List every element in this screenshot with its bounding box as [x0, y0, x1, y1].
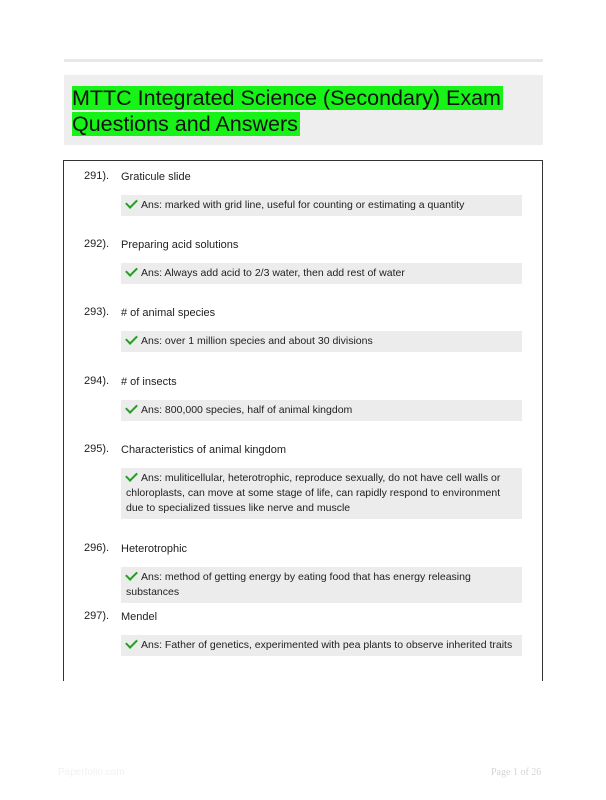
check-icon [125, 332, 138, 345]
check-icon [125, 196, 138, 209]
footer-watermark: Paperfolio.com [58, 767, 125, 778]
question-text: Graticule slide [121, 171, 191, 183]
top-divider [64, 59, 543, 62]
answer-text: Ans: marked with grid line, useful for counting or estimating a quantity [141, 199, 465, 211]
answer-box [121, 263, 522, 284]
check-icon [125, 568, 138, 581]
answer-box [121, 635, 522, 656]
question-number: 297). [84, 610, 110, 622]
question-text: # of insects [121, 376, 177, 388]
question-text: Preparing acid solutions [121, 239, 239, 251]
question-text: Heterotrophic [121, 543, 188, 555]
page-number: Page 1 of 26 [491, 767, 542, 778]
answer-box [121, 567, 522, 603]
answer-text: Ans: over 1 million species and about 30 divisions [141, 335, 373, 347]
check-icon [125, 469, 138, 482]
answer-text: Ans: method of getting energy by eating food that has energy releasing substances [126, 571, 471, 598]
question-number: 294). [84, 375, 110, 387]
check-icon [125, 401, 138, 414]
qa-frame [63, 160, 543, 681]
check-icon [125, 636, 138, 649]
answer-box [121, 400, 522, 421]
question-text: # of animal species [121, 307, 216, 319]
answer-text: Ans: muliticellular, heterotrophic, reproduce sexually, do not have cell walls or chloroplasts, can move at some stage of life, can rapidly respond to environment due to specialized tissues like nerve and muscle [126, 472, 501, 514]
answer-box [121, 468, 522, 519]
answer-box [121, 331, 522, 352]
question-text: Characteristics of animal kingdom [121, 444, 287, 456]
check-icon [125, 264, 138, 277]
answer-text: Ans: Father of genetics, experimented with pea plants to observe inherited traits [141, 639, 513, 651]
question-number: 295). [84, 443, 110, 455]
question-number: 293). [84, 306, 110, 318]
answer-box [121, 195, 522, 216]
page-title [72, 85, 512, 137]
title-box [64, 75, 543, 145]
question-number: 291). [84, 170, 110, 182]
question-number: 292). [84, 238, 110, 250]
question-text: Mendel [121, 611, 158, 623]
answer-text: Ans: 800,000 species, half of animal kingdom [141, 404, 353, 416]
question-number: 296). [84, 542, 110, 554]
page-title-text: MTTC Integrated Science (Secondary) Exam Questions and Answers [72, 86, 501, 136]
answer-text: Ans: Always add acid to 2/3 water, then add rest of water [141, 267, 405, 279]
